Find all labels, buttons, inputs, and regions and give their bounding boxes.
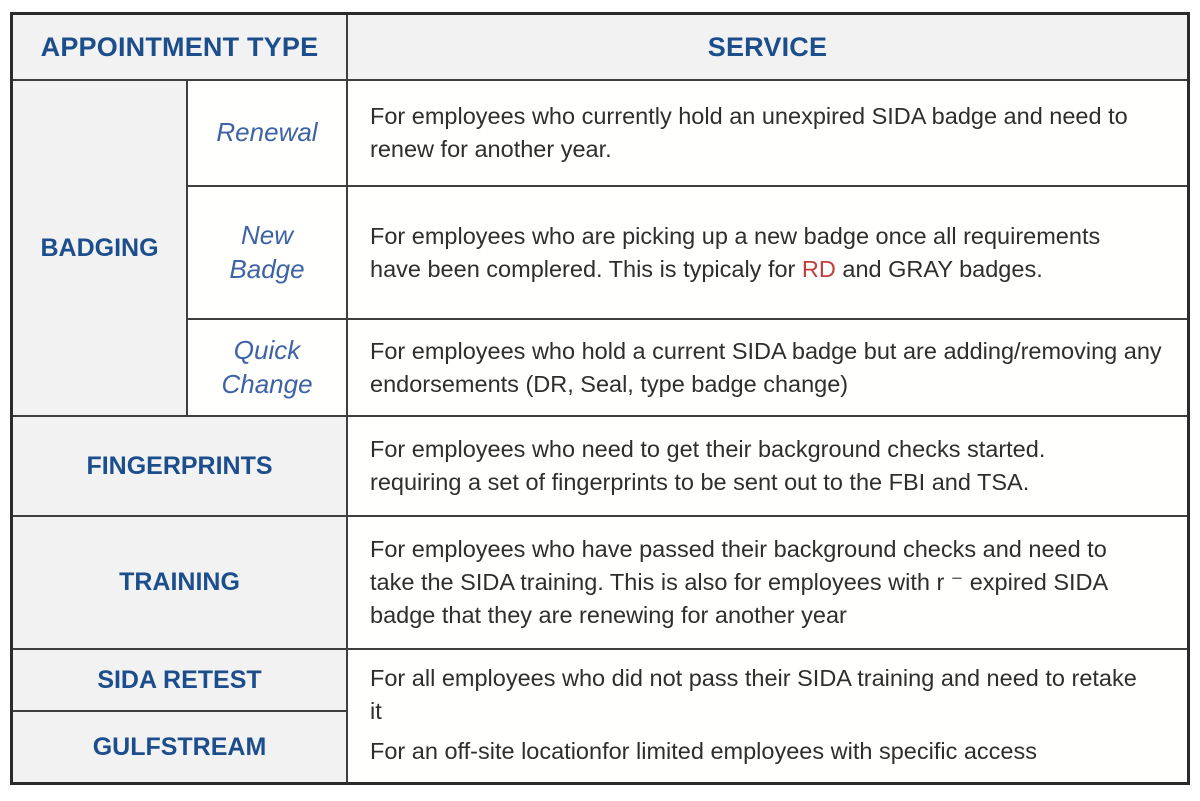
service-fingerprints-text: For employees who need to get their background checks started. requiring a set of fingerprints to be sent out to the FBI and TSA. [370, 436, 1046, 495]
service-quick-change-text: For employees who hold a current SIDA badge but are adding/removing any endorsements (DR, Seal, type badge change) [370, 337, 1162, 397]
subtype-new-badge [188, 187, 346, 318]
service-renewal-text: For employees who currently hold an unexpired SIDA badge and need to renew for another year. [370, 103, 1128, 162]
gulfstream-label: GULFSTREAM [92, 732, 267, 761]
badging-label: BADGING [40, 233, 159, 262]
header-appointment-type [13, 15, 346, 79]
service-renewal [348, 81, 1187, 185]
service-training [348, 517, 1187, 648]
subtype-quick-change-label: Quick Change [221, 334, 313, 399]
training-type-cell [13, 517, 346, 648]
header-service-label: SERVICE [707, 31, 828, 62]
fingerprints-type-cell [13, 417, 346, 515]
appointments-table [10, 12, 1190, 785]
service-retest-gulfstream [348, 650, 1187, 782]
badging-type-cell [13, 81, 186, 415]
service-fingerprints [348, 417, 1187, 515]
subtype-quick-change [188, 320, 346, 415]
service-new-badge-highlight: RD [801, 255, 836, 282]
subtype-new-badge-label: New Badge [229, 219, 305, 284]
service-new-badge-text-end: and GRAY badges. [835, 255, 1043, 282]
gulfstream-type-cell [13, 712, 346, 782]
sida-retest-label: SIDA RETEST [97, 665, 262, 694]
header-service [348, 15, 1187, 79]
subtype-renewal-label: Renewal [216, 117, 318, 148]
service-new-badge-text [370, 220, 1141, 286]
fingerprints-label: FINGERPRINTS [86, 451, 273, 480]
training-label: TRAINING [119, 568, 240, 596]
sida-retest-type-cell [13, 650, 346, 710]
service-new-badge-text-start: For employees who are picking up a new badge once all requirements have been complered. This is typicaly for [370, 222, 1101, 282]
header-appointment-type-label: APPOINTMENT TYPE [40, 31, 319, 62]
service-retest-text: For all employees who did not pass their SIDA training and need to retake it [370, 664, 1137, 724]
service-quick-change [348, 320, 1187, 415]
service-gulfstream-text: For an off-site locationfor limited employees with specific access [370, 738, 1037, 765]
service-training-text: For employees who have passed their background checks and need to take the SIDA training. This is also for employees with r ⁻ expired SIDA badge that they are renewing for another year [370, 536, 1107, 628]
subtype-renewal [188, 81, 346, 185]
service-new-badge [348, 187, 1187, 318]
